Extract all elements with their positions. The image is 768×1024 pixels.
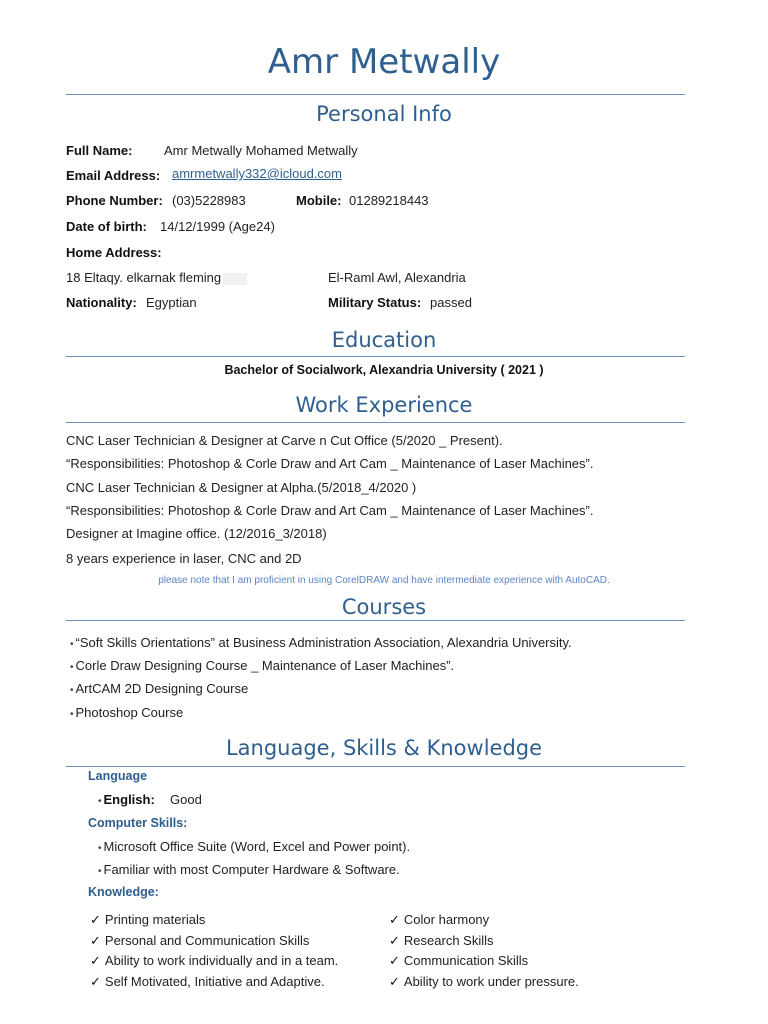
divider xyxy=(66,766,685,767)
section-title-education: Education xyxy=(331,328,437,352)
bullet-icon: • xyxy=(70,639,74,650)
knowledge-item: ✓ Ability to work individually and in a team. xyxy=(90,953,339,968)
work-line: 8 years experience in laser, CNC and 2D xyxy=(66,551,302,566)
check-icon: ✓ xyxy=(389,974,400,989)
work-line: CNC Laser Technician & Designer at Alpha.(5/2018_4/2020 ) xyxy=(66,480,417,495)
address-label: Home Address: xyxy=(66,245,162,260)
knowledge-item: ✓ Ability to work under pressure. xyxy=(389,974,579,989)
work-line: “Responsibilities: Photoshop & Corle Draw and Art Cam _ Maintenance of Laser Machines”. xyxy=(66,456,594,471)
full-name-label: Full Name: xyxy=(66,143,133,158)
work-line: Designer at Imagine office. (12/2016_3/2018) xyxy=(66,526,327,541)
military-value: passed xyxy=(430,295,472,310)
knowledge-heading: Knowledge: xyxy=(88,885,159,899)
check-icon: ✓ xyxy=(90,912,101,927)
course-item: • Photoshop Course xyxy=(70,705,184,720)
bullet-icon: • xyxy=(98,796,102,807)
course-item: • ArtCAM 2D Designing Course xyxy=(70,681,249,696)
computer-skills-heading: Computer Skills: xyxy=(88,816,188,830)
bullet-icon: • xyxy=(70,709,74,720)
email-label: Email Address: xyxy=(66,168,161,183)
english-level: Good xyxy=(170,792,202,807)
work-line: “Responsibilities: Photoshop & Corle Draw and Art Cam _ Maintenance of Laser Machines”. xyxy=(66,503,594,518)
dob-label: Date of birth: xyxy=(66,219,147,234)
section-title-skills: Language, Skills & Knowledge xyxy=(225,736,543,760)
work-note: please note that I am proficient in using CorelDRAW and have intermediate experience with AutoCAD. xyxy=(158,575,610,586)
divider xyxy=(66,356,685,357)
knowledge-item: ✓ Research Skills xyxy=(389,933,494,948)
language-heading: Language xyxy=(88,769,148,783)
work-line: CNC Laser Technician & Designer at Carve n Cut Office (5/2020 _ Present). xyxy=(66,433,503,448)
education-degree: Bachelor of Socialwork, Alexandria University ( 2021 ) xyxy=(224,363,544,377)
address-line2: El-Raml Awl, Alexandria xyxy=(328,270,466,285)
knowledge-item: ✓ Personal and Communication Skills xyxy=(90,933,310,948)
check-icon: ✓ xyxy=(389,912,400,927)
bullet-icon: • xyxy=(98,866,102,877)
bullet-icon: • xyxy=(70,685,74,696)
divider xyxy=(66,620,685,621)
knowledge-item: ✓ Communication Skills xyxy=(389,953,529,968)
mobile-value: 01289218443 xyxy=(349,193,429,208)
address-line1: 18 Eltaqy. elkarnak fleming xyxy=(66,270,247,285)
check-icon: ✓ xyxy=(389,933,400,948)
mobile-label: Mobile: xyxy=(296,193,342,208)
computer-skill-item: • Microsoft Office Suite (Word, Excel and Power point). xyxy=(98,839,411,854)
check-icon: ✓ xyxy=(389,953,400,968)
phone-label: Phone Number: xyxy=(66,193,163,208)
knowledge-item: ✓ Self Motivated, Initiative and Adaptive. xyxy=(90,974,325,989)
redacted-block xyxy=(223,273,247,285)
knowledge-item: ✓ Color harmony xyxy=(389,912,490,927)
phone-value: (03)5228983 xyxy=(172,193,246,208)
computer-skill-item: • Familiar with most Computer Hardware & Software. xyxy=(98,862,400,877)
resume-name: Amr Metwally xyxy=(267,42,501,82)
nationality-label: Nationality: xyxy=(66,295,137,310)
dob-value: 14/12/1999 (Age24) xyxy=(160,219,275,234)
full-name-value: Amr Metwally Mohamed Metwally xyxy=(164,143,358,158)
check-icon: ✓ xyxy=(90,933,101,948)
bullet-icon: • xyxy=(98,843,102,854)
divider xyxy=(66,94,685,95)
nationality-value: Egyptian xyxy=(146,295,197,310)
course-item: • Corle Draw Designing Course _ Maintenance of Laser Machines”. xyxy=(70,658,455,673)
section-title-courses: Courses xyxy=(341,595,427,619)
check-icon: ✓ xyxy=(90,953,101,968)
section-title-work: Work Experience xyxy=(295,393,473,417)
military-label: Military Status: xyxy=(328,295,422,310)
email-link[interactable]: amrmetwally332@icloud.com xyxy=(172,166,342,181)
check-icon: ✓ xyxy=(90,974,101,989)
english-row: • English: xyxy=(98,792,155,807)
course-item: • “Soft Skills Orientations” at Business Administration Association, Alexandria University. xyxy=(70,635,572,650)
divider xyxy=(66,422,685,423)
knowledge-item: ✓ Printing materials xyxy=(90,912,206,927)
full-name-row xyxy=(66,143,132,158)
section-title-personal: Personal Info xyxy=(316,102,452,126)
bullet-icon: • xyxy=(70,662,74,673)
